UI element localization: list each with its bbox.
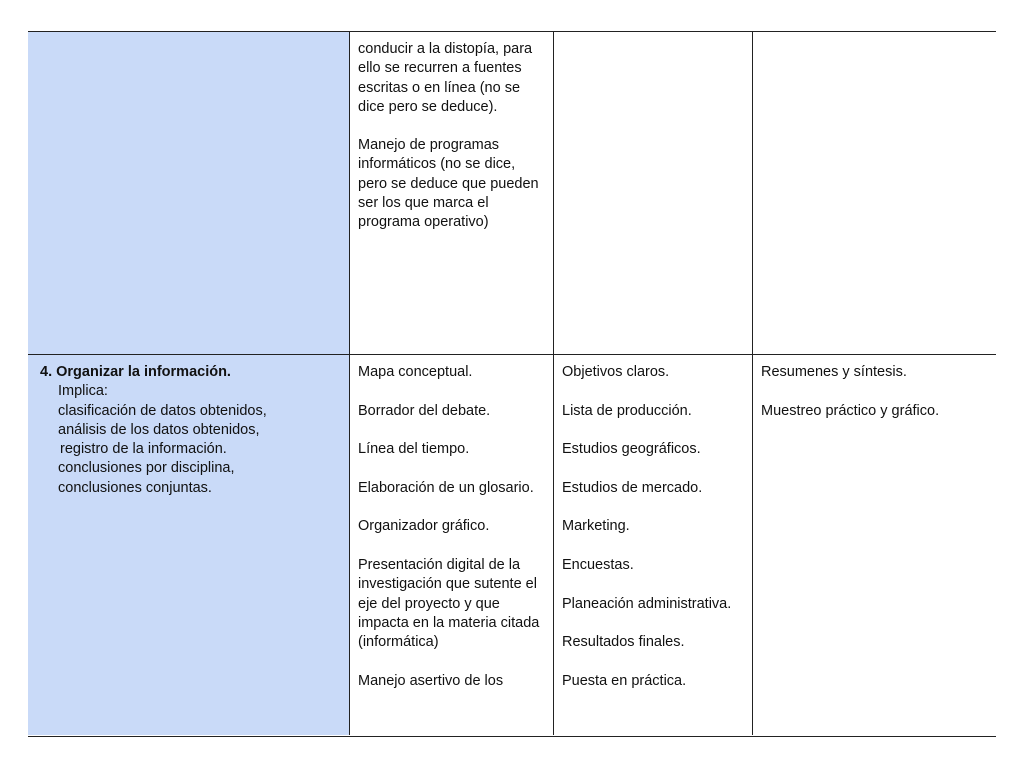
list-item: Marketing. bbox=[562, 518, 630, 535]
list-item: Encuestas. bbox=[562, 556, 634, 573]
step-detail-line: Implica: bbox=[58, 383, 108, 400]
list-item: Borrador del debate. bbox=[358, 402, 491, 419]
step-title: 4. Organizar la información. bbox=[40, 364, 231, 380]
list-item: Estudios geográficos. bbox=[562, 441, 701, 458]
list-item: Resumenes y síntesis. bbox=[761, 364, 907, 380]
activity-cell bbox=[28, 32, 349, 354]
evaluation-cell bbox=[752, 355, 996, 735]
step-detail-line: análisis de los datos obtenidos, bbox=[58, 421, 260, 438]
list-item: Elaboración de un glosario. bbox=[358, 479, 534, 496]
activity-cell bbox=[28, 355, 349, 735]
product-cell bbox=[553, 32, 752, 354]
list-item: Estudios de mercado. bbox=[562, 479, 703, 496]
table-row bbox=[28, 355, 996, 735]
list-item: Línea del tiempo. bbox=[358, 441, 470, 458]
step-detail-line: conclusiones por disciplina, bbox=[58, 460, 235, 477]
product-cell bbox=[553, 355, 752, 735]
list-item: Presentación digital de la investigación que sutente el eje del proyecto y que impacta en la materia citada (informática) bbox=[358, 556, 540, 651]
planning-table bbox=[28, 31, 996, 737]
cell-paragraph: Manejo de programas informáticos (no se dice, pero se deduce que pueden ser los que marca el programa operativo) bbox=[358, 137, 539, 231]
list-item: Planeación administrativa. bbox=[562, 595, 732, 612]
table-row bbox=[28, 32, 996, 355]
list-item: Organizador gráfico. bbox=[358, 518, 490, 535]
step-detail-line: conclusiones conjuntas. bbox=[58, 479, 212, 496]
cell-paragraph: conducir a la distopía, para ello se recurren a fuentes escritas o en línea (no se dice pero se deduce). bbox=[358, 41, 533, 115]
strategy-cell bbox=[349, 355, 553, 735]
list-item: Mapa conceptual. bbox=[358, 364, 473, 380]
list-item: Manejo asertivo de los bbox=[358, 672, 504, 689]
list-item: Lista de producción. bbox=[562, 402, 692, 419]
strategy-cell bbox=[349, 32, 553, 354]
list-item: Puesta en práctica. bbox=[562, 672, 687, 689]
list-item: Objetivos claros. bbox=[562, 364, 670, 380]
evaluation-cell bbox=[752, 32, 996, 354]
step-detail-line: registro de la información. bbox=[60, 441, 227, 458]
list-item: Resultados finales. bbox=[562, 634, 685, 651]
step-detail-line: clasificación de datos obtenidos, bbox=[58, 402, 267, 419]
list-item: Muestreo práctico y gráfico. bbox=[761, 402, 940, 419]
